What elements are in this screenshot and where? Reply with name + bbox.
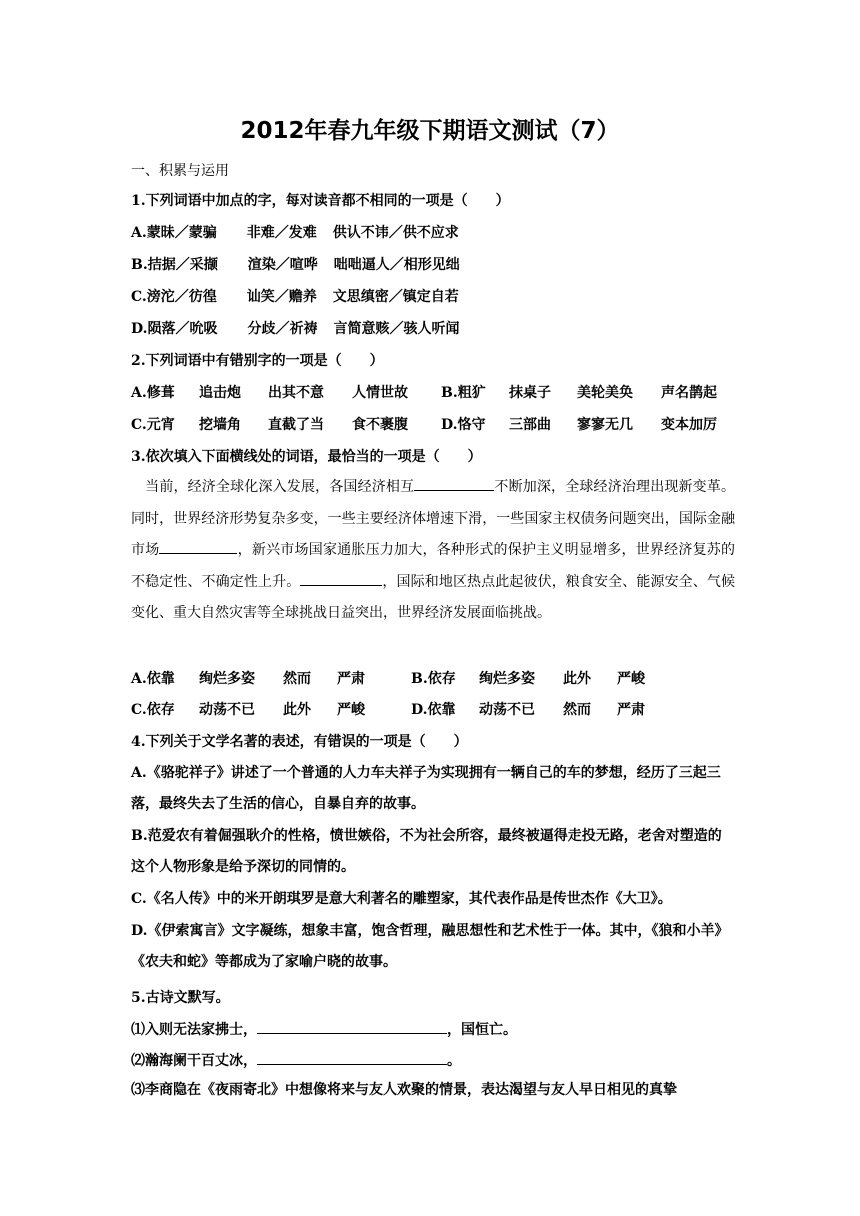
page-title: 2012年春九年级下期语文测试（7） bbox=[240, 118, 620, 144]
q2-option-b: B.粗犷 bbox=[441, 385, 486, 401]
q1-option-d bbox=[131, 320, 460, 338]
q2-word: 食不裹腹 bbox=[352, 417, 408, 433]
q4-option-d: D.《伊索寓言》文字凝练，想象丰富，饱含哲理，融思想性和艺术性于一体。其中，《狼和小羊》《农夫和蛇》等都成为了家喻户晓的故事。 bbox=[131, 923, 729, 970]
question-4-stem: 4.下列关于文学名著的表述，有错误的一项是（ ） bbox=[131, 734, 468, 750]
q3-option-d: D.依靠 bbox=[411, 702, 456, 718]
q3-options-row-1 bbox=[131, 670, 645, 688]
question-3-stem: 3.依次填入下面横线处的词语，最恰当的一项是（ ） bbox=[131, 449, 482, 465]
option-pair: 供认不讳／供不应求 bbox=[332, 225, 459, 241]
q3-word: 严肃 bbox=[617, 702, 645, 718]
q3-word: 然而 bbox=[563, 702, 591, 718]
option-pair: 文思缜密／镇定自若 bbox=[332, 289, 459, 305]
q1-option-b bbox=[131, 256, 460, 274]
q5-line-2 bbox=[131, 1050, 461, 1070]
q3-word: 严峻 bbox=[337, 702, 365, 718]
passage-text: ，新兴市场国家通胀压力加大，各种形式的保护主义明显增多，世界经济复苏的不稳定性、不确定性上升。 bbox=[131, 542, 736, 590]
fill-blank[interactable] bbox=[300, 571, 382, 586]
fill-blank[interactable] bbox=[257, 1019, 447, 1034]
q2-option-a: A.修葺 bbox=[131, 385, 175, 401]
poem-text: ，国恒亡。 bbox=[447, 1022, 517, 1038]
q3-option-b: B.依存 bbox=[411, 671, 456, 687]
q3-option-c: C.依存 bbox=[131, 702, 175, 718]
q2-options-row-1 bbox=[131, 384, 717, 402]
option-letter: D. bbox=[131, 321, 148, 337]
option-pair: 言简意赅／骇人听闻 bbox=[333, 321, 460, 337]
option-letter: B. bbox=[131, 257, 148, 273]
q3-word: 绚烂多姿 bbox=[479, 671, 535, 687]
q3-word: 此外 bbox=[563, 671, 591, 687]
passage-text: ，国际和地区热点此起彼伏，粮食安全、能源安全、气候变化、重大自然灾害等全球挑战日益突出，世界经济发展面临挑战。 bbox=[131, 573, 735, 621]
q2-word: 变本加厉 bbox=[661, 417, 717, 433]
option-pair: 拮据／采撷 bbox=[147, 257, 218, 273]
q2-word: 人情世故 bbox=[352, 385, 408, 401]
q2-word: 挖墙角 bbox=[199, 417, 241, 433]
poem-text: ⑴入则无法家拂士， bbox=[131, 1022, 257, 1038]
poem-text: ⑵瀚海阑干百丈冰， bbox=[131, 1053, 257, 1069]
q2-word: 追击炮 bbox=[199, 385, 241, 401]
option-pair: 非难／发难 bbox=[246, 225, 317, 241]
q3-word: 然而 bbox=[283, 671, 311, 687]
fill-blank[interactable] bbox=[414, 476, 494, 491]
q2-word: 出其不意 bbox=[268, 385, 324, 401]
q2-word: 抹桌子 bbox=[509, 385, 551, 401]
q2-options-row-2 bbox=[131, 416, 717, 434]
q3-word: 此外 bbox=[283, 702, 311, 718]
q3-word: 严峻 bbox=[617, 671, 645, 687]
poem-text: 。 bbox=[447, 1053, 461, 1069]
q2-word: 声名鹊起 bbox=[661, 385, 717, 401]
q2-word: 美轮美奂 bbox=[577, 385, 633, 401]
q3-passage bbox=[131, 472, 735, 630]
q3-option-a: A.依靠 bbox=[131, 671, 175, 687]
q2-option-c: C.元宵 bbox=[131, 417, 175, 433]
option-letter: A. bbox=[131, 225, 147, 241]
q1-option-a bbox=[131, 224, 459, 242]
q5-line-3: ⑶李商隐在《夜雨寄北》中想像将来与友人欢聚的情景，表达渴望与友人早日相见的真挚 bbox=[131, 1082, 677, 1098]
passage-text: 不断加深，全球经济治理出现新变革。同时，世界经济形势复杂多变，一些主要经济体增速下滑，一些国家主权债务问题突出，国际金融市场 bbox=[131, 479, 736, 558]
section-heading: 一、积累与运用 bbox=[131, 163, 229, 179]
q4-option-a: A.《骆驼祥子》讲述了一个普通的人力车夫祥子为实现拥有一辆自己的车的梦想，经历了三起三落，最终失去了生活的信心，自暴自弃的故事。 bbox=[131, 765, 721, 812]
option-pair: 咄咄逼人／相形见绌 bbox=[333, 257, 460, 273]
q2-word: 直截了当 bbox=[268, 417, 324, 433]
q3-word: 动荡不已 bbox=[479, 702, 535, 718]
question-2-stem: 2.下列词语中有错别字的一项是（ ） bbox=[131, 353, 384, 369]
option-pair: 渲染／喧哗 bbox=[247, 257, 318, 273]
option-pair: 蒙昧／蒙骗 bbox=[146, 225, 217, 241]
option-pair: 陨落／吮吸 bbox=[147, 321, 218, 337]
q4-option-b: B.范爱农有着倔强耿介的性格，愤世嫉俗，不为社会所容，最终被逼得走投无路，老舍对塑造的这个人物形象是给予深切的同情的。 bbox=[131, 828, 722, 875]
q3-word: 严肃 bbox=[337, 671, 365, 687]
q1-option-c bbox=[131, 288, 459, 306]
option-letter: C. bbox=[131, 289, 147, 305]
fill-blank[interactable] bbox=[257, 1050, 447, 1065]
fill-blank[interactable] bbox=[159, 539, 237, 554]
q3-options-row-2 bbox=[131, 701, 645, 719]
option-pair: 分歧／祈祷 bbox=[247, 321, 318, 337]
question-1-stem: 1.下列词语中加点的字，每对读音都不相同的一项是（ ） bbox=[131, 193, 510, 209]
question-5-stem: 5.古诗文默写。 bbox=[131, 990, 230, 1006]
passage-text: 当前，经济全球化深入发展，各国经济相互 bbox=[145, 479, 415, 495]
q5-line-1 bbox=[131, 1019, 517, 1039]
option-pair: 讪笑／赡养 bbox=[246, 289, 317, 305]
q2-option-d: D.恪守 bbox=[441, 417, 486, 433]
q4-option-c: C.《名人传》中的米开朗琪罗是意大利著名的雕塑家，其代表作品是传世杰作《大卫》。 bbox=[131, 891, 672, 907]
q3-word: 动荡不已 bbox=[199, 702, 255, 718]
q2-word: 寥寥无几 bbox=[577, 417, 633, 433]
q3-word: 绚烂多姿 bbox=[199, 671, 255, 687]
option-pair: 滂沱／彷徨 bbox=[146, 289, 217, 305]
q2-word: 三部曲 bbox=[509, 417, 551, 433]
